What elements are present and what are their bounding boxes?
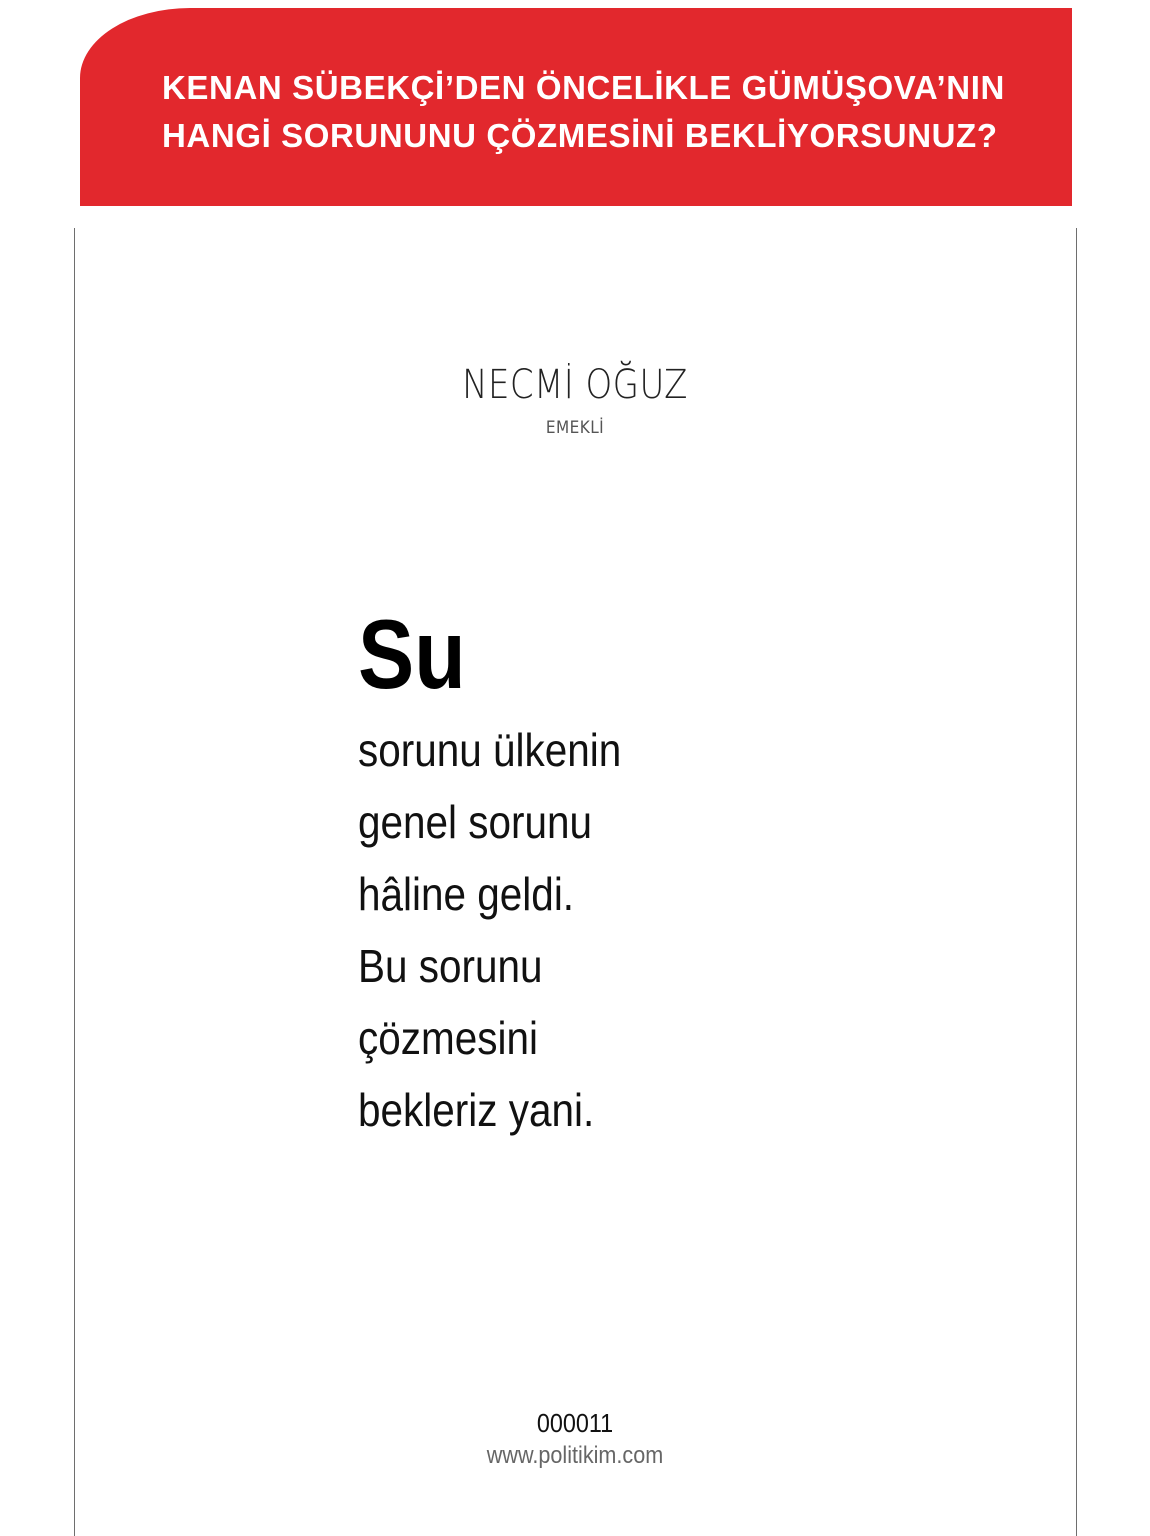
footer-website: www.politikim.com bbox=[486, 1442, 664, 1469]
answer-line: bekleriz yani. bbox=[358, 1084, 595, 1136]
person-name: NECMİ OĞUZ bbox=[462, 362, 688, 408]
person-occupation: EMEKLİ bbox=[545, 418, 605, 438]
answer-heading: Su bbox=[358, 599, 466, 709]
answer-block bbox=[358, 598, 657, 1146]
question-banner bbox=[80, 8, 1072, 206]
question-title-line-2: HANGİ SORUNUNU ÇÖZMESİNİ BEKLİYORSUNUZ? bbox=[162, 117, 998, 154]
answer-line: genel sorunu bbox=[358, 796, 593, 848]
answer-line: hâline geldi. bbox=[358, 868, 575, 920]
question-title-line-1: KENAN SÜBEKÇİ’DEN ÖNCELİKLE GÜMÜŞOVA’NIN bbox=[162, 69, 1005, 106]
answer-text bbox=[358, 714, 657, 1146]
answer-line: sorunu ülkenin bbox=[358, 724, 622, 776]
answer-line: Bu sorunu bbox=[358, 940, 543, 992]
footer-code: 000011 bbox=[536, 1408, 614, 1438]
answer-line: çözmesini bbox=[358, 1012, 538, 1064]
